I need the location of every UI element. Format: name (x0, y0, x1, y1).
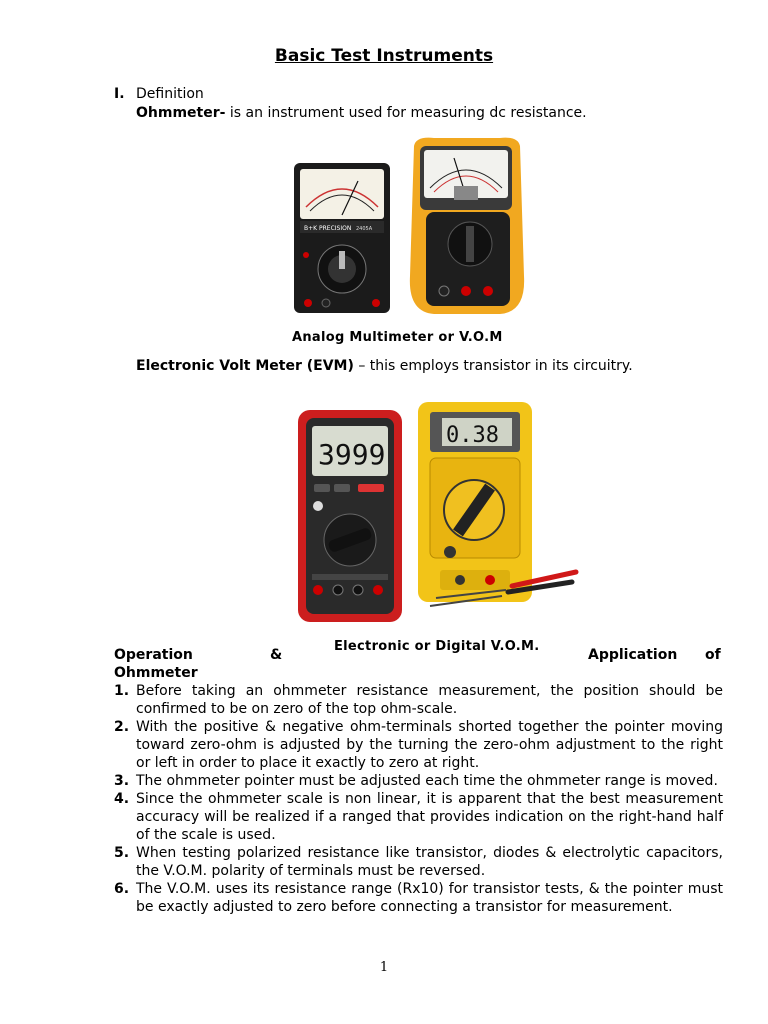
list-item-number: 6. (114, 881, 130, 897)
digital-multimeter-2-image (416, 402, 578, 626)
page-title: Basic Test Instruments (274, 46, 494, 66)
ohmmeter-text: is an instrument used for measuring dc resistance. (225, 105, 587, 121)
analog-multimeter-2-image (404, 136, 530, 316)
list-item (114, 772, 723, 790)
meter3-display: 3999 (318, 438, 386, 471)
ohmmeter-definition (136, 104, 587, 122)
section-label: Definition (136, 86, 204, 102)
list-item (114, 880, 723, 916)
list-item-text: When testing polarized resistance like transistor, diodes & electrolytic capacitors, the V.O.M. polarity of terminals must be reversed. (136, 845, 723, 879)
list-item-text: Since the ohmmeter scale is non linear, it is apparent that the best measurement accuracy will be realized if a ranged that provides indication on the right-hand half of the scale is used. (136, 791, 723, 843)
evm-term: Electronic Volt Meter (EVM) (136, 358, 354, 374)
analog-multimeter-1-image (294, 163, 390, 313)
meter1-brand: B+K PRECISION (304, 225, 352, 232)
list-item-text: Before taking an ohmmeter resistance measurement, the position should be confirmed to be on zero of the top ohm-scale. (136, 683, 723, 717)
section-number: I. (114, 86, 125, 102)
evm-text: – this employs transistor in its circuitry. (353, 358, 633, 374)
heading-word-application: Application (588, 647, 678, 663)
digital-multimeter-1-image (298, 410, 402, 622)
list-item (114, 718, 723, 772)
operation-list (114, 682, 723, 916)
list-item-text: With the positive & negative ohm-terminals shorted together the pointer moving toward zero-ohm is adjusted by the turning the zero-ohm adjustment to the right or left in order to place it exactly to zero at right. (136, 719, 723, 771)
list-item-number: 2. (114, 719, 130, 735)
list-item (114, 790, 723, 844)
heading-word-ohmmeter: Ohmmeter (114, 665, 198, 681)
list-item-text: The ohmmeter pointer must be adjusted each time the ohmmeter range is moved. (136, 773, 718, 789)
meter4-display: 0.38 (446, 423, 499, 448)
list-item-number: 4. (114, 791, 130, 807)
heading-word-amp: & (270, 647, 283, 663)
list-item (114, 682, 723, 718)
list-item-number: 5. (114, 845, 130, 861)
evm-definition (136, 357, 633, 375)
figure1-caption: Analog Multimeter or V.O.M (292, 330, 503, 345)
ohmmeter-term: Ohmmeter- (136, 105, 226, 121)
list-item-number: 1. (114, 683, 130, 699)
page-number: 1 (379, 960, 389, 975)
meter1-model: 2405A (356, 226, 373, 232)
list-item-text: The V.O.M. uses its resistance range (Rx10) for transistor tests, & the pointer must be exactly adjusted to zero before connecting a transistor for measurement. (136, 881, 723, 915)
figure2-caption: Electronic or Digital V.O.M. (334, 639, 540, 654)
heading-word-operation: Operation (114, 647, 193, 663)
heading-word-of: of (705, 647, 721, 663)
list-item-number: 3. (114, 773, 130, 789)
list-item (114, 844, 723, 880)
